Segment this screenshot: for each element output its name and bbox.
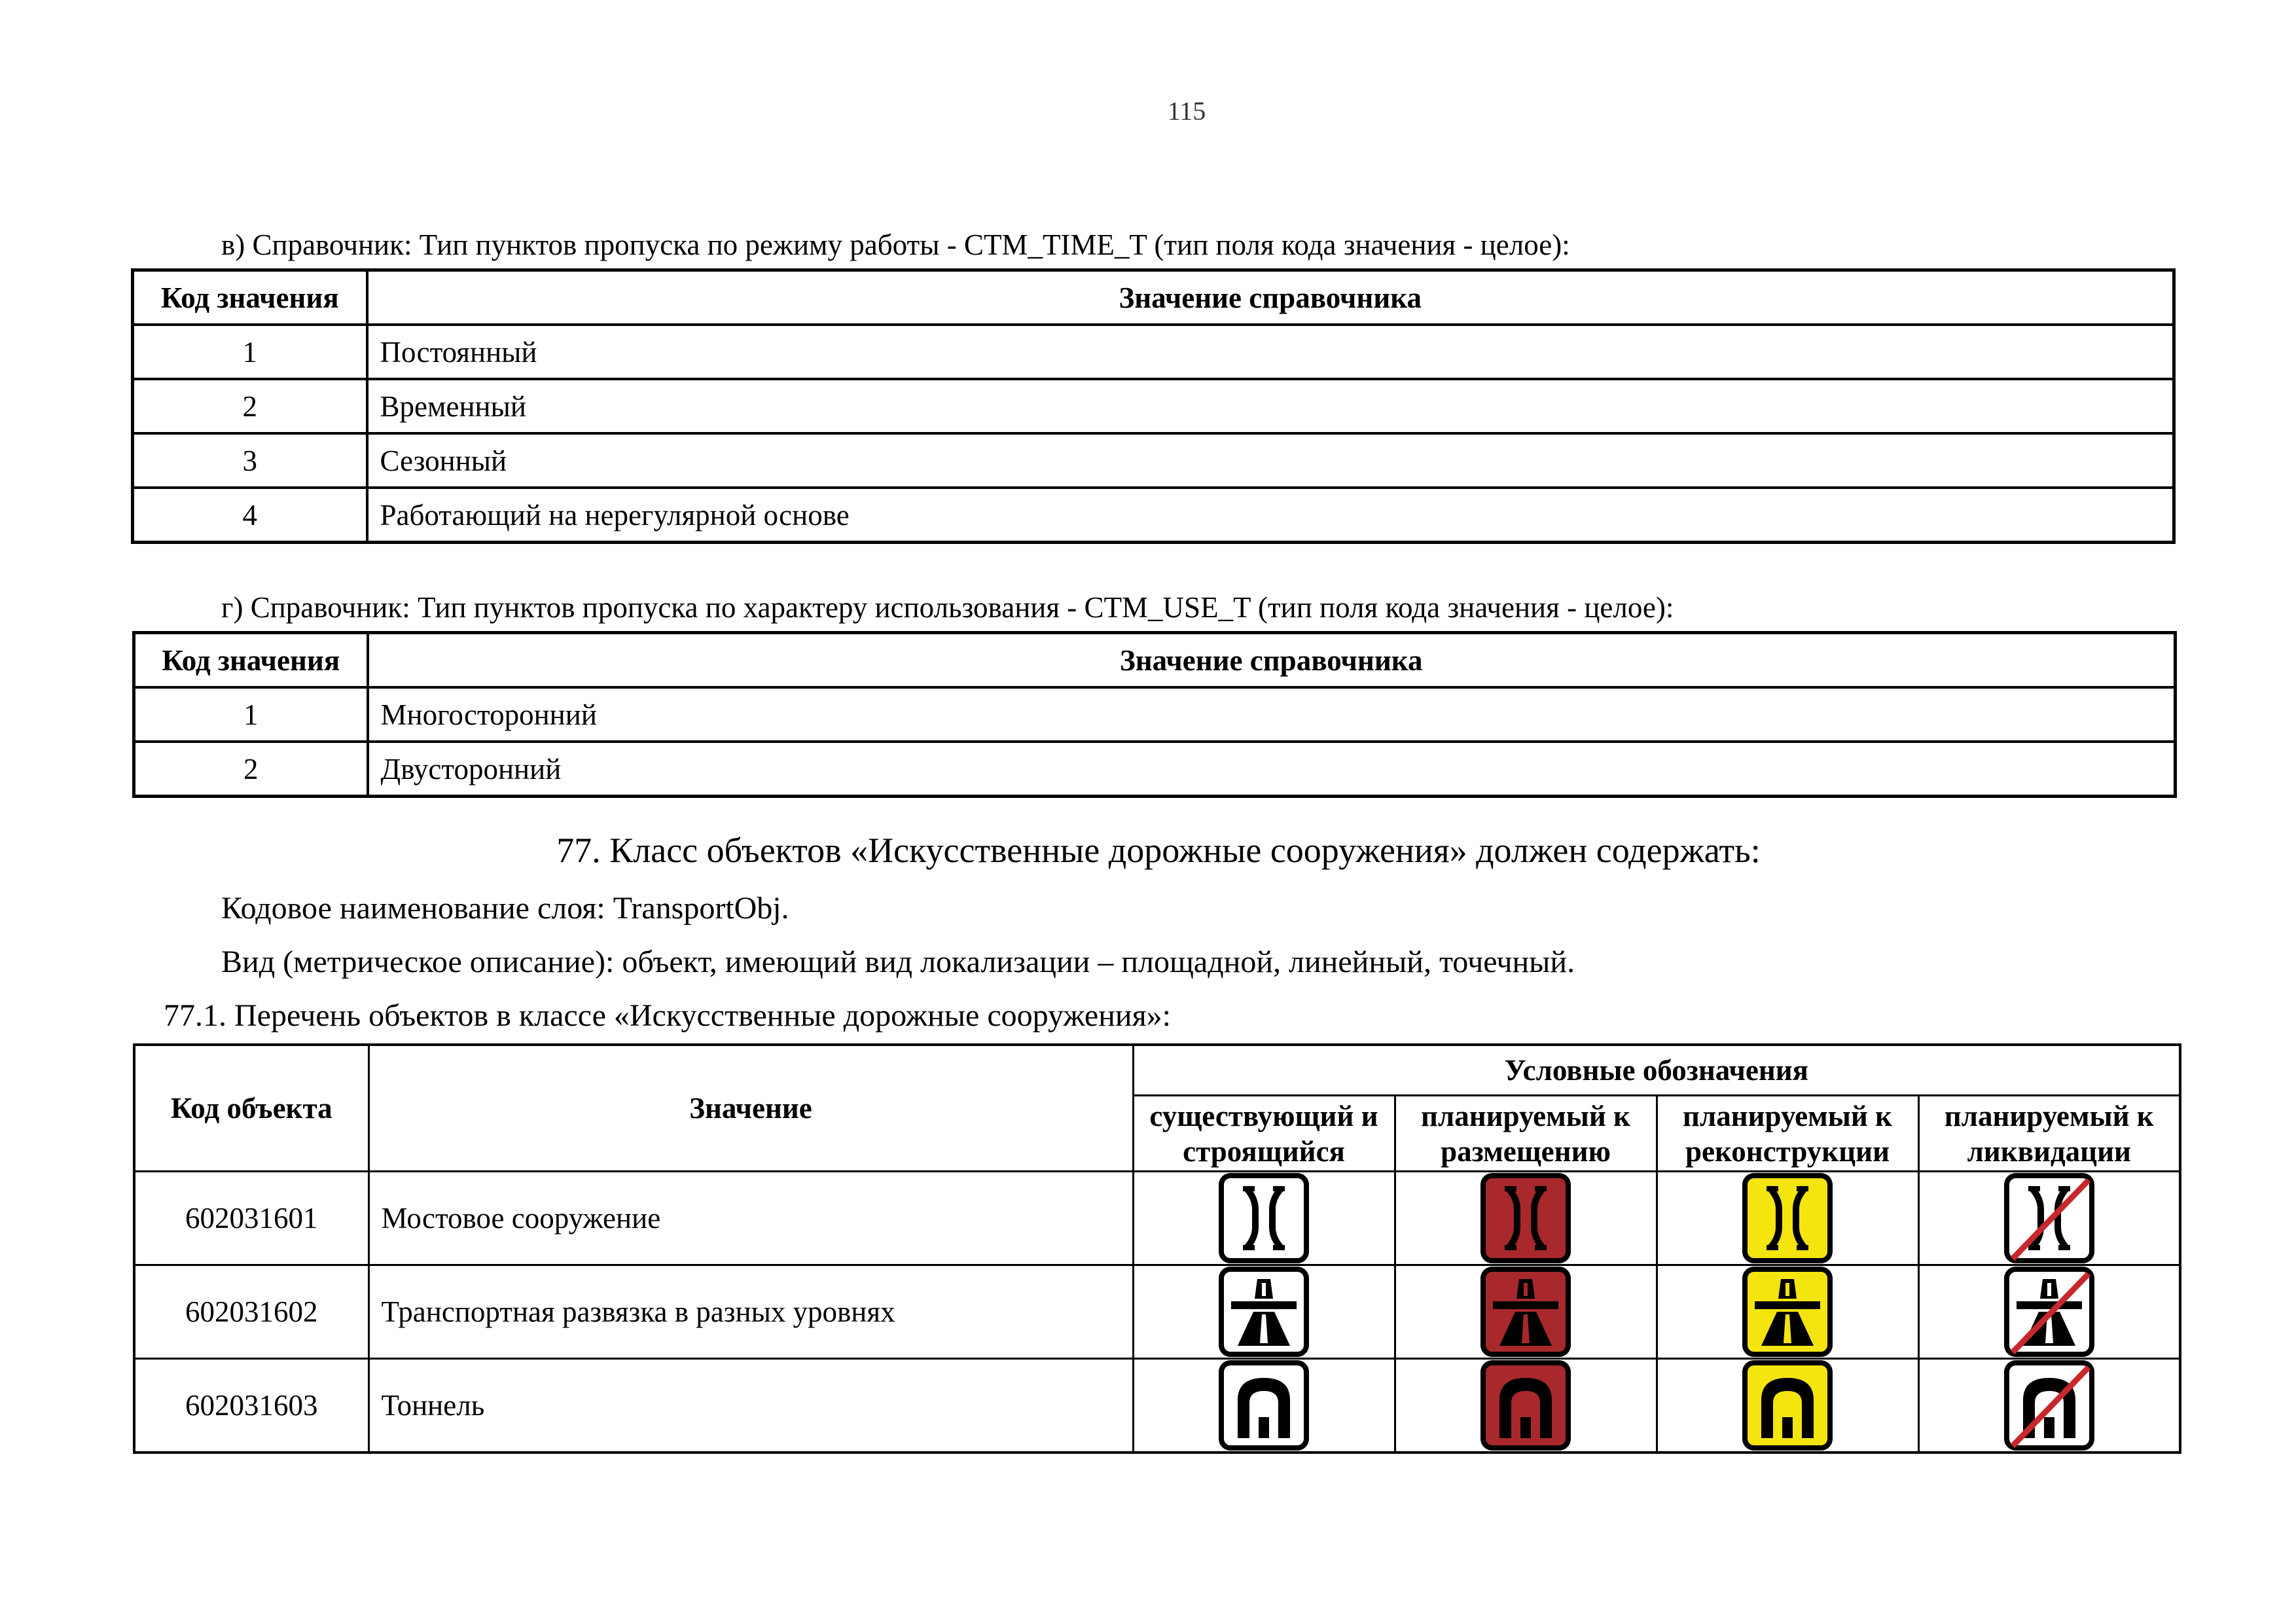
column-header-code: Код значения xyxy=(133,270,367,325)
column-header-existing: существующий и строящийся xyxy=(1133,1096,1395,1172)
layer-code-text: Кодовое наименование слоя: TransportObj. xyxy=(221,891,789,926)
interchange-icon xyxy=(2003,1266,2095,1358)
table-header-row xyxy=(134,633,2176,688)
tunnel-icon xyxy=(1480,1360,1571,1451)
interchange-icon xyxy=(1480,1266,1571,1358)
objects-list-caption: 77.1. Перечень объектов в классе «Искусственные дорожные сооружения»: xyxy=(164,998,1171,1033)
symbol-cell-planned-reconstruction xyxy=(1657,1265,1918,1359)
symbol-cell-planned-placement xyxy=(1395,1265,1657,1359)
object-code: 602031601 xyxy=(134,1172,368,1265)
table-row xyxy=(134,1359,2180,1453)
section-v-caption: в) Справочник: Тип пунктов пропуска по режиму работы - CTM_TIME_T (тип поля кода значения - целое): xyxy=(221,228,1570,261)
row-code: 1 xyxy=(133,325,367,379)
ctm-time-table xyxy=(131,268,2176,544)
object-value: Мостовое сооружение xyxy=(368,1172,1133,1265)
table-row xyxy=(134,1265,2180,1359)
bridge-icon xyxy=(1742,1172,1833,1264)
column-header-symbols: Условные обозначения xyxy=(1133,1045,2180,1096)
table-header-row xyxy=(133,270,2174,325)
row-code: 1 xyxy=(134,687,368,742)
table-row xyxy=(134,742,2176,797)
row-code: 2 xyxy=(133,379,367,433)
tunnel-icon xyxy=(2003,1360,2095,1451)
column-header-planned-liquidation: планируемый к ликвидации xyxy=(1918,1096,2180,1172)
tunnel-icon xyxy=(1742,1360,1833,1451)
symbol-cell-planned-placement xyxy=(1395,1359,1657,1453)
section-g-caption: г) Справочник: Тип пунктов пропуска по характеру использования - CTM_USE_T (тип поля кода значения - целое): xyxy=(221,591,1674,624)
interchange-icon xyxy=(1742,1266,1833,1358)
tunnel-icon xyxy=(1218,1360,1310,1451)
object-code: 602031603 xyxy=(134,1359,368,1453)
metric-view-text: Вид (метрическое описание): объект, имеющий вид локализации – площадной, линейный, точечный. xyxy=(221,945,1575,979)
object-value: Транспортная развязка в разных уровнях xyxy=(368,1265,1133,1359)
row-value: Временный xyxy=(367,379,2174,433)
symbol-cell-existing xyxy=(1133,1359,1395,1453)
table-header-row xyxy=(134,1045,2180,1096)
bridge-icon xyxy=(1480,1172,1571,1264)
column-header-planned-reconstruction: планируемый к реконструкции xyxy=(1657,1096,1918,1172)
section-77-heading: 77. Класс объектов «Искусственные дорожные сооружения» должен содержать: xyxy=(556,831,1761,870)
table-row xyxy=(133,433,2174,488)
column-header-planned-placement: планируемый к размещению xyxy=(1395,1096,1657,1172)
symbol-cell-planned-liquidation xyxy=(1918,1265,2180,1359)
row-value: Постоянный xyxy=(367,325,2174,379)
symbol-cell-planned-reconstruction xyxy=(1657,1359,1918,1453)
page-number: 115 xyxy=(1167,96,1206,126)
table-row xyxy=(134,1172,2180,1265)
table-row xyxy=(134,687,2176,742)
column-header-code: Код значения xyxy=(134,633,368,688)
bridge-icon xyxy=(1218,1172,1310,1264)
symbol-cell-planned-reconstruction xyxy=(1657,1172,1918,1265)
row-value: Двусторонний xyxy=(368,742,2176,797)
row-value: Работающий на нерегулярной основе xyxy=(367,488,2174,543)
symbol-cell-planned-liquidation xyxy=(1918,1172,2180,1265)
symbol-cell-planned-placement xyxy=(1395,1172,1657,1265)
column-header-value: Значение справочника xyxy=(368,633,2176,688)
symbol-cell-existing xyxy=(1133,1172,1395,1265)
objects-table xyxy=(133,1043,2181,1454)
interchange-icon xyxy=(1218,1266,1310,1358)
table-row xyxy=(133,379,2174,433)
row-value: Многосторонний xyxy=(368,687,2176,742)
object-value: Тоннель xyxy=(368,1359,1133,1453)
column-header-value: Значение справочника xyxy=(367,270,2174,325)
object-code: 602031602 xyxy=(134,1265,368,1359)
bridge-icon xyxy=(2003,1172,2095,1264)
ctm-use-table xyxy=(132,631,2177,798)
row-code: 3 xyxy=(133,433,367,488)
table-row xyxy=(133,488,2174,543)
row-code: 2 xyxy=(134,742,368,797)
table-row xyxy=(133,325,2174,379)
symbol-cell-planned-liquidation xyxy=(1918,1359,2180,1453)
row-value: Сезонный xyxy=(367,433,2174,488)
row-code: 4 xyxy=(133,488,367,543)
column-header-value: Значение xyxy=(368,1045,1133,1172)
symbol-cell-existing xyxy=(1133,1265,1395,1359)
column-header-code: Код объекта xyxy=(134,1045,368,1172)
